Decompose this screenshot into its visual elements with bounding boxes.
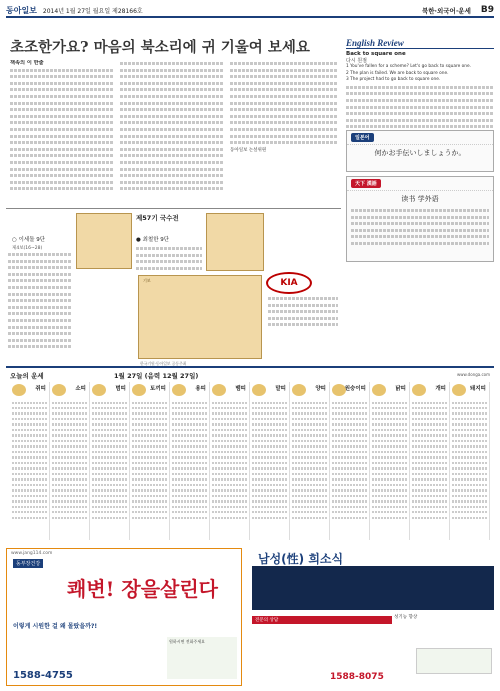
article-column-3 <box>230 60 338 200</box>
baduk-caption: 한국기원·동아일보 공동주최 <box>140 361 187 366</box>
baduk-board-small-2 <box>206 213 264 271</box>
author-line: 동아일보 논설위원 <box>230 147 267 153</box>
ad1-brand: 동부장건강 <box>13 559 43 568</box>
zodiac-name: 원숭이띠 <box>344 386 366 392</box>
zodiac-animal-icon <box>132 384 146 396</box>
zodiac-column <box>290 382 330 540</box>
ad2-image <box>416 648 492 674</box>
ad-intestine[interactable] <box>6 548 242 686</box>
zodiac-name: 양띠 <box>315 386 326 392</box>
ad2-side-text: 성기능 향상 <box>394 615 418 620</box>
english-line-3: 3 The project had to go back to square one. <box>346 77 441 83</box>
zodiac-column <box>50 382 90 540</box>
ad1-phone[interactable]: 1588-4755 <box>13 670 73 681</box>
zodiac-animal-icon <box>12 384 26 396</box>
zodiac-column <box>10 382 50 540</box>
ad-mens-health[interactable] <box>252 548 494 686</box>
zodiac-name: 닭띠 <box>395 386 406 392</box>
zodiac-text <box>132 400 167 522</box>
section-name: 북한·외국어·운세 <box>421 6 471 15</box>
article-subhead: 책속의 이 한줄 <box>10 60 44 66</box>
baduk-title: 제57기 국수전 <box>136 214 179 222</box>
fortune-date: 1월 27일 (음력 12월 27일) <box>114 372 199 380</box>
zodiac-text <box>172 400 207 522</box>
baduk-commentary-1 <box>8 251 72 361</box>
zodiac-text <box>92 400 127 522</box>
baduk-right-player: ● 최철한 9단 <box>136 237 170 243</box>
japanese-box-title: 일본어 <box>351 133 374 142</box>
page-header <box>6 4 494 18</box>
japanese-box <box>346 130 494 172</box>
baduk-board-label: 기보 <box>143 278 151 283</box>
zodiac-animal-icon <box>452 384 466 396</box>
fortune-site: www.donga.com <box>456 372 490 377</box>
zodiac-text <box>412 400 447 522</box>
zodiac-text <box>252 400 287 522</box>
zodiac-animal-icon <box>172 384 186 396</box>
zodiac-text <box>212 400 247 522</box>
chinese-phrase: 读书 学外语 <box>401 195 439 203</box>
newspaper-logo: 동아일보 <box>6 4 37 15</box>
zodiac-column <box>330 382 370 540</box>
zodiac-name: 개띠 <box>435 386 446 392</box>
chinese-box-title: 天下 漢語 <box>351 179 381 188</box>
zodiac-name: 쥐띠 <box>35 386 46 392</box>
zodiac-text <box>12 400 47 522</box>
zodiac-animal-icon <box>92 384 106 396</box>
zodiac-column <box>90 382 130 540</box>
english-review <box>346 38 494 132</box>
baduk-commentary-3 <box>268 295 338 335</box>
issue-date: 2014년 1월 27일 월요일 제28166호 <box>42 7 143 15</box>
english-line-2: 2 The plan is failed. We are back to square one. <box>346 70 449 76</box>
japanese-phrase: 何かお手伝いしましょうか。 <box>374 149 466 157</box>
zodiac-column <box>170 382 210 540</box>
zodiac-name: 뱀띠 <box>235 386 246 392</box>
article-column-1 <box>10 60 114 200</box>
english-headline: Back to square one <box>346 51 406 57</box>
ad2-phone[interactable]: 1588-8075 <box>330 672 384 682</box>
zodiac-column <box>410 382 450 540</box>
zodiac-name: 범띠 <box>115 386 126 392</box>
chinese-box <box>346 176 494 262</box>
zodiac-text <box>372 400 407 522</box>
article-column-2 <box>120 60 224 200</box>
zodiac-column <box>210 382 250 540</box>
ad2-bar: 전문의 상담 <box>252 616 392 624</box>
zodiac-column <box>370 382 410 540</box>
zodiac-text <box>292 400 327 522</box>
baduk-board-small <box>76 213 132 269</box>
ad1-url[interactable]: www.jang114.com <box>11 551 53 556</box>
zodiac-text <box>52 400 87 522</box>
fortune-section <box>6 366 494 540</box>
fortune-title: 오늘의 운세 <box>10 372 44 380</box>
ad2-headline: 남성(性) 희소식 <box>258 552 344 566</box>
ad1-headline: 쾌변! 장을살린다 <box>67 577 218 601</box>
page-number: B9 <box>480 5 494 15</box>
baduk-board-main <box>138 275 262 359</box>
english-line-1: 1 You've fallen for a scheme? Let's go back to square one. <box>346 64 471 69</box>
zodiac-text <box>332 400 367 522</box>
zodiac-column <box>250 382 290 540</box>
zodiac-text <box>452 400 487 522</box>
zodiac-column <box>450 382 490 540</box>
kia-logo: KIA <box>266 272 312 294</box>
zodiac-animal-icon <box>212 384 226 396</box>
zodiac-column <box>130 382 170 540</box>
ad1-copy: 이렇게 시원한 걸 왜 몰랐을까?! <box>13 623 98 630</box>
zodiac-animal-icon <box>252 384 266 396</box>
ad1-side-box: 원하시면 전화주세요 <box>167 637 237 679</box>
zodiac-name: 토끼띠 <box>150 386 166 392</box>
baduk-subtitle: 제4보(16~28) <box>12 246 43 251</box>
zodiac-name: 용띠 <box>195 386 206 392</box>
baduk-commentary-2 <box>136 245 202 271</box>
zodiac-name: 소띠 <box>75 386 86 392</box>
zodiac-animal-icon <box>412 384 426 396</box>
zodiac-name: 돼지띠 <box>470 386 486 392</box>
baduk-left-player: ○ 이세돌 9단 <box>12 237 46 243</box>
ad2-banner <box>252 566 494 610</box>
article-title: 초조한가요? 마음의 북소리에 귀 기울여 보세요 <box>10 39 310 56</box>
zodiac-animal-icon <box>372 384 386 396</box>
zodiac-name: 말띠 <box>275 386 286 392</box>
english-korean: 다시 원점 <box>346 58 367 64</box>
zodiac-animal-icon <box>52 384 66 396</box>
zodiac-animal-icon <box>292 384 306 396</box>
english-review-label: English Review <box>346 38 494 49</box>
